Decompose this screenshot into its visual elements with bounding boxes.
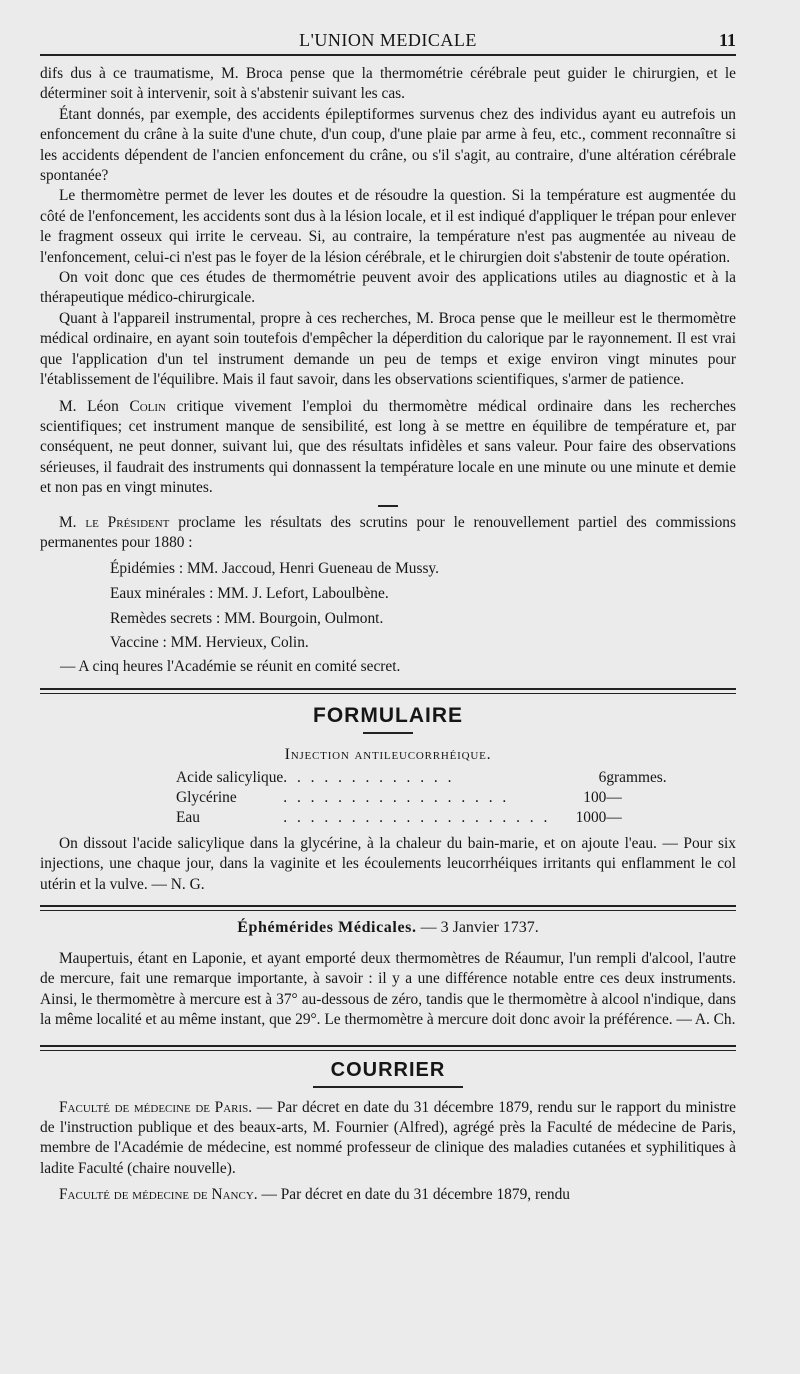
president-paragraph: M. le Président proclame les résultats des scrutins pour le renouvellement partiel des commissions permanentes pour 1880 : bbox=[40, 513, 736, 551]
ephemerides-title: Éphémérides Médicales. bbox=[237, 918, 417, 936]
paragraph: difs dus à ce traumatisme, M. Broca pense que la thermométrie cérébrale peut guider le chirurgien, et le déterminer soit à intervenir, soit à s'abstenir suivant les cas. bbox=[40, 65, 736, 103]
commission-item: Vaccine : MM. Hervieux, Colin. bbox=[110, 634, 309, 652]
ingredient-unit: — bbox=[606, 808, 622, 826]
speaker-name: Colin bbox=[129, 397, 167, 415]
formulaire-heading: FORMULAIRE bbox=[313, 703, 463, 727]
ephemerides-section bbox=[40, 919, 736, 1031]
ingredient-name: Eau bbox=[176, 808, 200, 826]
heading-underline bbox=[363, 732, 413, 734]
leader-dots: . . . . . . . . . . . . . bbox=[283, 768, 455, 786]
running-header bbox=[40, 26, 736, 56]
journal-title: L'UNION MEDICALE bbox=[299, 30, 477, 50]
academy-report bbox=[40, 64, 736, 499]
recipe-instructions: On dissout l'acide salicylique dans la glycérine, à la chaleur du bain-marie, et on ajoute l'eau. — Pour six injections, une chaque jour, dans la vaginite et les écoulements leucorrhéiques irritants qui enflamment le col utérin et la vulve. — N. G. bbox=[40, 834, 736, 893]
commission-item: Eaux minérales : MM. J. Lefort, Laboulbène. bbox=[110, 584, 389, 602]
double-rule bbox=[40, 688, 736, 694]
colin-paragraph: M. Léon Colin critique vivement l'emploi du thermomètre médical ordinaire dans les recherches scientifiques; cet instrument manque de sensibilité, est long à se mettre en équilibre de température et, par conséquent, ne peut donner, suivant lui, que des résultats infidèles et sans valeur. Pour faire des observations sérieuses, il faudrait des instruments qui donnassent la température locale en une minute ou une minute et demie et non pas en vingt minutes. bbox=[40, 397, 736, 497]
courrier-section bbox=[40, 1059, 736, 1206]
leader-dots: . . . . . . . . . . . . . . . . . bbox=[283, 788, 510, 806]
recipe-title: Injection antileucorrhéique. bbox=[284, 745, 492, 763]
paragraph: Le thermomètre permet de lever les doutes et de résoudre la question. Si la température est augmentée du côté de l'enfoncement, les accidents sont dus à la lésion locale, et il est indiqué d'appliquer le trépan pour enlever le fragment osseux qui irrite le cerveau. Si, au contraire, la température n'est pas augmentée au niveau de l'enfoncement, celui-ci n'est pas le foyer de la lésion cérébrale, et le chirurgien doit s'abstenir de toute opération. bbox=[40, 187, 736, 266]
ingredient-qty: 100 bbox=[583, 788, 607, 806]
president-label: le Président bbox=[85, 513, 170, 531]
formulaire-section bbox=[40, 704, 736, 895]
ingredient-row bbox=[176, 808, 667, 828]
courrier-label: Faculté de médecine de Nancy. bbox=[59, 1186, 258, 1204]
ingredient-unit: grammes. bbox=[606, 768, 667, 786]
commission-item: Remèdes secrets : MM. Bourgoin, Oulmont. bbox=[110, 609, 384, 627]
ephemerides-date: — 3 Janvier 1737. bbox=[416, 918, 539, 936]
courrier-item: Faculté de médecine de Paris. — Par décret en date du 31 décembre 1879, rendu sur le rapport du ministre de l'instruction publique et des beaux-arts, M. Fournier (Alfred), agrégé près la Faculté de médecine de Paris, membre de l'Académie de médecine, est nommé professeur de clinique des maladies cutanées et syphilitiques à ladite Faculté (chaire nouvelle). bbox=[40, 1098, 736, 1177]
closing-note: — A cinq heures l'Académie se réunit en comité secret. bbox=[60, 657, 401, 675]
ingredient-unit: — bbox=[606, 788, 622, 806]
courrier-heading: COURRIER bbox=[330, 1058, 446, 1081]
ingredient-name: Glycérine bbox=[176, 788, 237, 806]
courrier-item: Faculté de médecine de Nancy. — Par décret en date du 31 décembre 1879, rendu bbox=[59, 1186, 571, 1204]
heading-underline bbox=[313, 1086, 463, 1088]
ingredient-row bbox=[176, 768, 667, 788]
paragraph: Quant à l'appareil instrumental, propre à ces recherches, M. Broca pense que le meilleur est le thermomètre médical ordinaire, en ayant soin toutefois d'empêcher la déperdition du calorique par le rayonnement. Il est vrai que l'application d'un tel instrument demande un peu de temps et exige environ vingt minutes pour l'établissement de l'équilibre. Mais il faut savoir, dans les observations scientifiques, s'armer de patience. bbox=[40, 309, 736, 389]
ingredient-qty: 6 bbox=[598, 768, 607, 786]
election-results bbox=[40, 513, 736, 678]
courrier-label: Faculté de médecine de Paris. bbox=[59, 1098, 253, 1116]
paragraph: Étant donnés, par exemple, des accidents épileptiformes survenus chez des individus ayant eu autrefois un enfoncement du crâne à la suite d'une chute, d'un coup, d'une plaie par arme à feu, etc., comment reconnaître si les accidents dépendent de l'ancien enfoncement du crâne, ou s'il s'agit, au contraire, d'une altération cérébrale spontanée? bbox=[40, 105, 736, 185]
double-rule bbox=[40, 1045, 736, 1051]
leader-dots: . . . . . . . . . . . . . . . . . . . . bbox=[283, 808, 551, 826]
ephemerides-text: Maupertuis, étant en Laponie, et ayant emporté deux thermomètres de Réaumur, l'un rempli d'alcool, l'autre de mercure, fait une remarque importante, à savoir : il y a une différence notable entre ces deux instruments. Ainsi, le thermomètre à mercure est à 37° au-dessous de zéro, tandis que le thermomètre à alcool n'indique, dans la même localité et au même instant, que 29°. Le thermomètre à mercure doit donc avoir la préférence. — A. Ch. bbox=[40, 949, 736, 1029]
ingredient-qty: 1000 bbox=[575, 808, 607, 826]
recipe-table bbox=[176, 768, 667, 828]
ingredient-row bbox=[176, 788, 667, 808]
ingredient-name: Acide salicylique bbox=[176, 768, 284, 786]
double-rule bbox=[40, 905, 736, 911]
ephemerides-heading bbox=[40, 919, 736, 937]
page-number: 11 bbox=[718, 30, 736, 50]
section-separator bbox=[378, 505, 398, 507]
commission-item: Épidémies : MM. Jaccoud, Henri Gueneau de Mussy. bbox=[110, 560, 439, 578]
paragraph: On voit donc que ces études de thermométrie peuvent avoir des applications utiles au diagnostic et à la thérapeutique médico-chirurgicale. bbox=[40, 269, 736, 307]
